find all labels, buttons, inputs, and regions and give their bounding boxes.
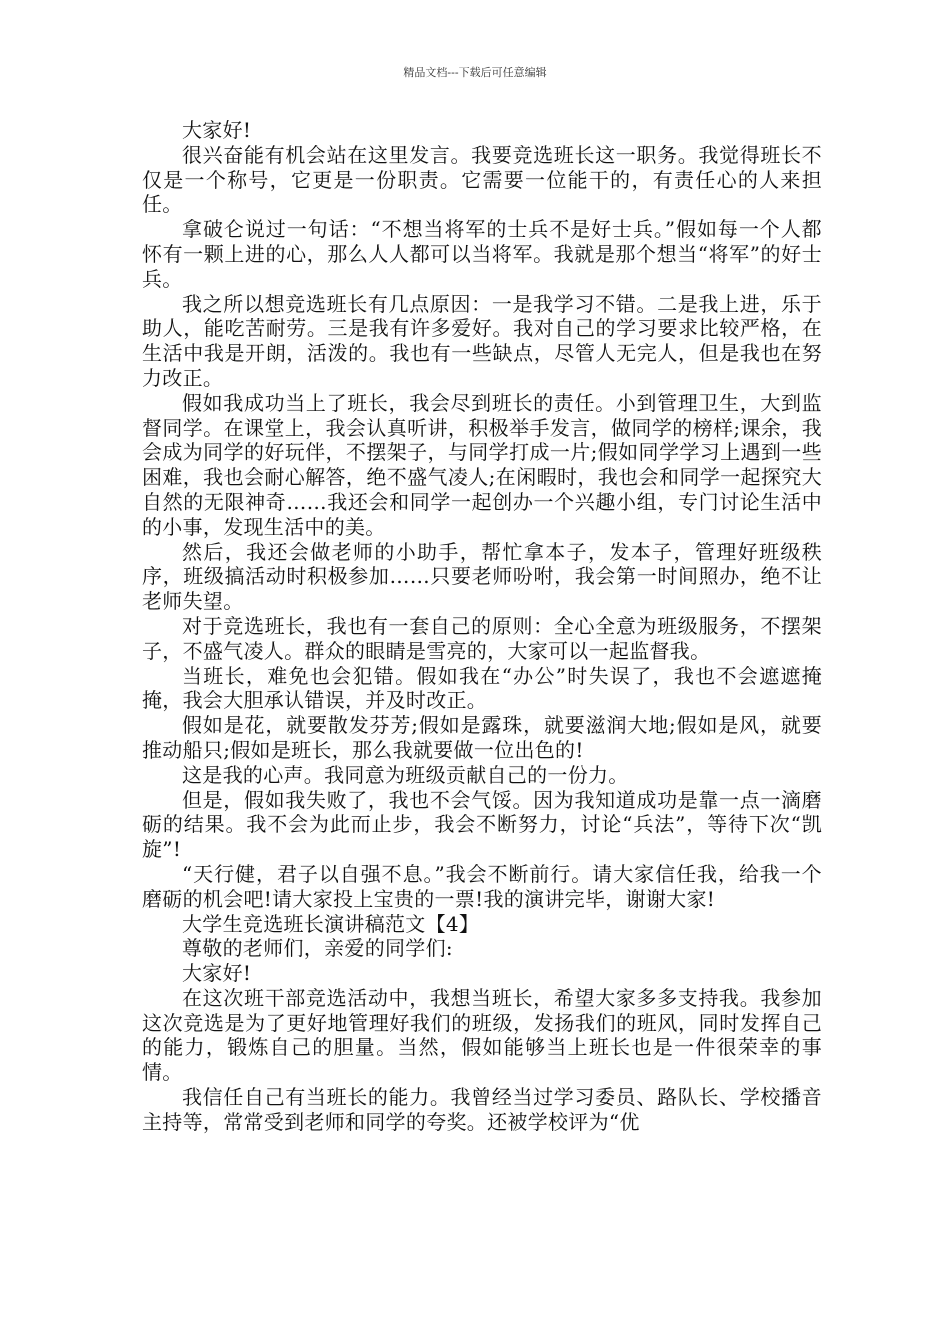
section-title: 大学生竞选班长演讲稿范文【4】 bbox=[182, 911, 480, 936]
paragraph-mistakes: 当班长，难免也会犯错。假如我在“办公”时失误了，我也不会遮遮掩掩，我会大胆承认错误，并及时改正。 bbox=[142, 663, 822, 713]
document-body bbox=[142, 118, 822, 1135]
paragraph-reasons: 我之所以想竞选班长有几点原因：一是我学习不错。二是我上进，乐于助人，能吃苦耐劳。三是我有许多爱好。我对自己的学习要求比较严格，在生活中我是开朗，活泼的。我也有一些缺点，尽管人无完人，但是我也在努力改正。 bbox=[142, 291, 822, 390]
paragraph-heart: 这是我的心声。我同意为班级贡献自己的一份力。 bbox=[182, 762, 629, 787]
paragraph-if-elected: 假如我成功当上了班长，我会尽到班长的责任。小到管理卫生，大到监督同学。在课堂上，我会认真听讲，积极举手发言，做同学的榜样;课余，我会成为同学的好玩伴，不摆架子，与同学打成一片;假如同学学习上遇到一些困难，我也会耐心解答，绝不盛气凌人;在闲暇时，我也会和同学一起探究大自然的无限神奇……我还会和同学一起创办一个兴趣小组，专门讨论生活中的小事，发现生活中的美。 bbox=[142, 390, 822, 539]
paragraph-closing: “天行健，君子以自强不息。”我会不断前行。请大家信任我，给我一个磨砺的机会吧!请大家投上宝贵的一票!我的演讲完毕，谢谢大家! bbox=[142, 861, 822, 911]
paragraph-metaphor: 假如是花，就要散发芬芳;假如是露珠，就要滋润大地;假如是风，就要推动船只;假如是班长，那么我就要做一位出色的! bbox=[142, 713, 822, 762]
paragraph-teacher-helper: 然后，我还会做老师的小助手，帮忙拿本子，发本子，管理好班级秩序，班级搞活动时积极参加……只要老师吩咐，我会第一时间照办，绝不让老师失望。 bbox=[142, 539, 822, 614]
paragraph-salutation: 尊敬的老师们，亲爱的同学们: bbox=[182, 936, 453, 961]
paragraph-greeting-2: 大家好! bbox=[182, 961, 252, 986]
paragraph-greeting: 大家好! bbox=[182, 118, 252, 142]
paragraph-napoleon-quote: 拿破仑说过一句话：“不想当将军的士兵不是好士兵。”假如每一个人都怀有一颗上进的心，那么人人都可以当将军。我就是那个想当“将军”的好士兵。 bbox=[142, 217, 822, 291]
paragraph-campaign: 在这次班干部竞选活动中，我想当班长，希望大家多多支持我。我参加这次竞选是为了更好地管理好我们的班级，发扬我们的班风，同时发挥自己的能力，锻炼自己的胆量。当然，假如能够当上班长也是一件很荣幸的事情。 bbox=[142, 985, 822, 1085]
page-header: 精品文档---下载后可任意编辑 bbox=[403, 66, 547, 79]
paragraph-intro: 很兴奋能有机会站在这里发言。我要竞选班长这一职务。我觉得班长不仅是一个称号，它更是一份职责。它需要一位能干的，有责任心的人来担任。 bbox=[142, 142, 822, 217]
paragraph-ability: 我信任自己有当班长的能力。我曾经当过学习委员、路队长、学校播音主持等，常常受到老师和同学的夸奖。还被学校评为“优 bbox=[142, 1085, 822, 1134]
paragraph-if-failed: 但是，假如我失败了，我也不会气馁。因为我知道成功是靠一点一滴磨砺的结果。我不会为此而止步，我会不断努力，讨论“兵法”，等待下次“凯旋”! bbox=[142, 787, 822, 862]
paragraph-principles: 对于竞选班长，我也有一套自己的原则：全心全意为班级服务，不摆架子，不盛气凌人。群众的眼睛是雪亮的，大家可以一起监督我。 bbox=[142, 613, 822, 663]
